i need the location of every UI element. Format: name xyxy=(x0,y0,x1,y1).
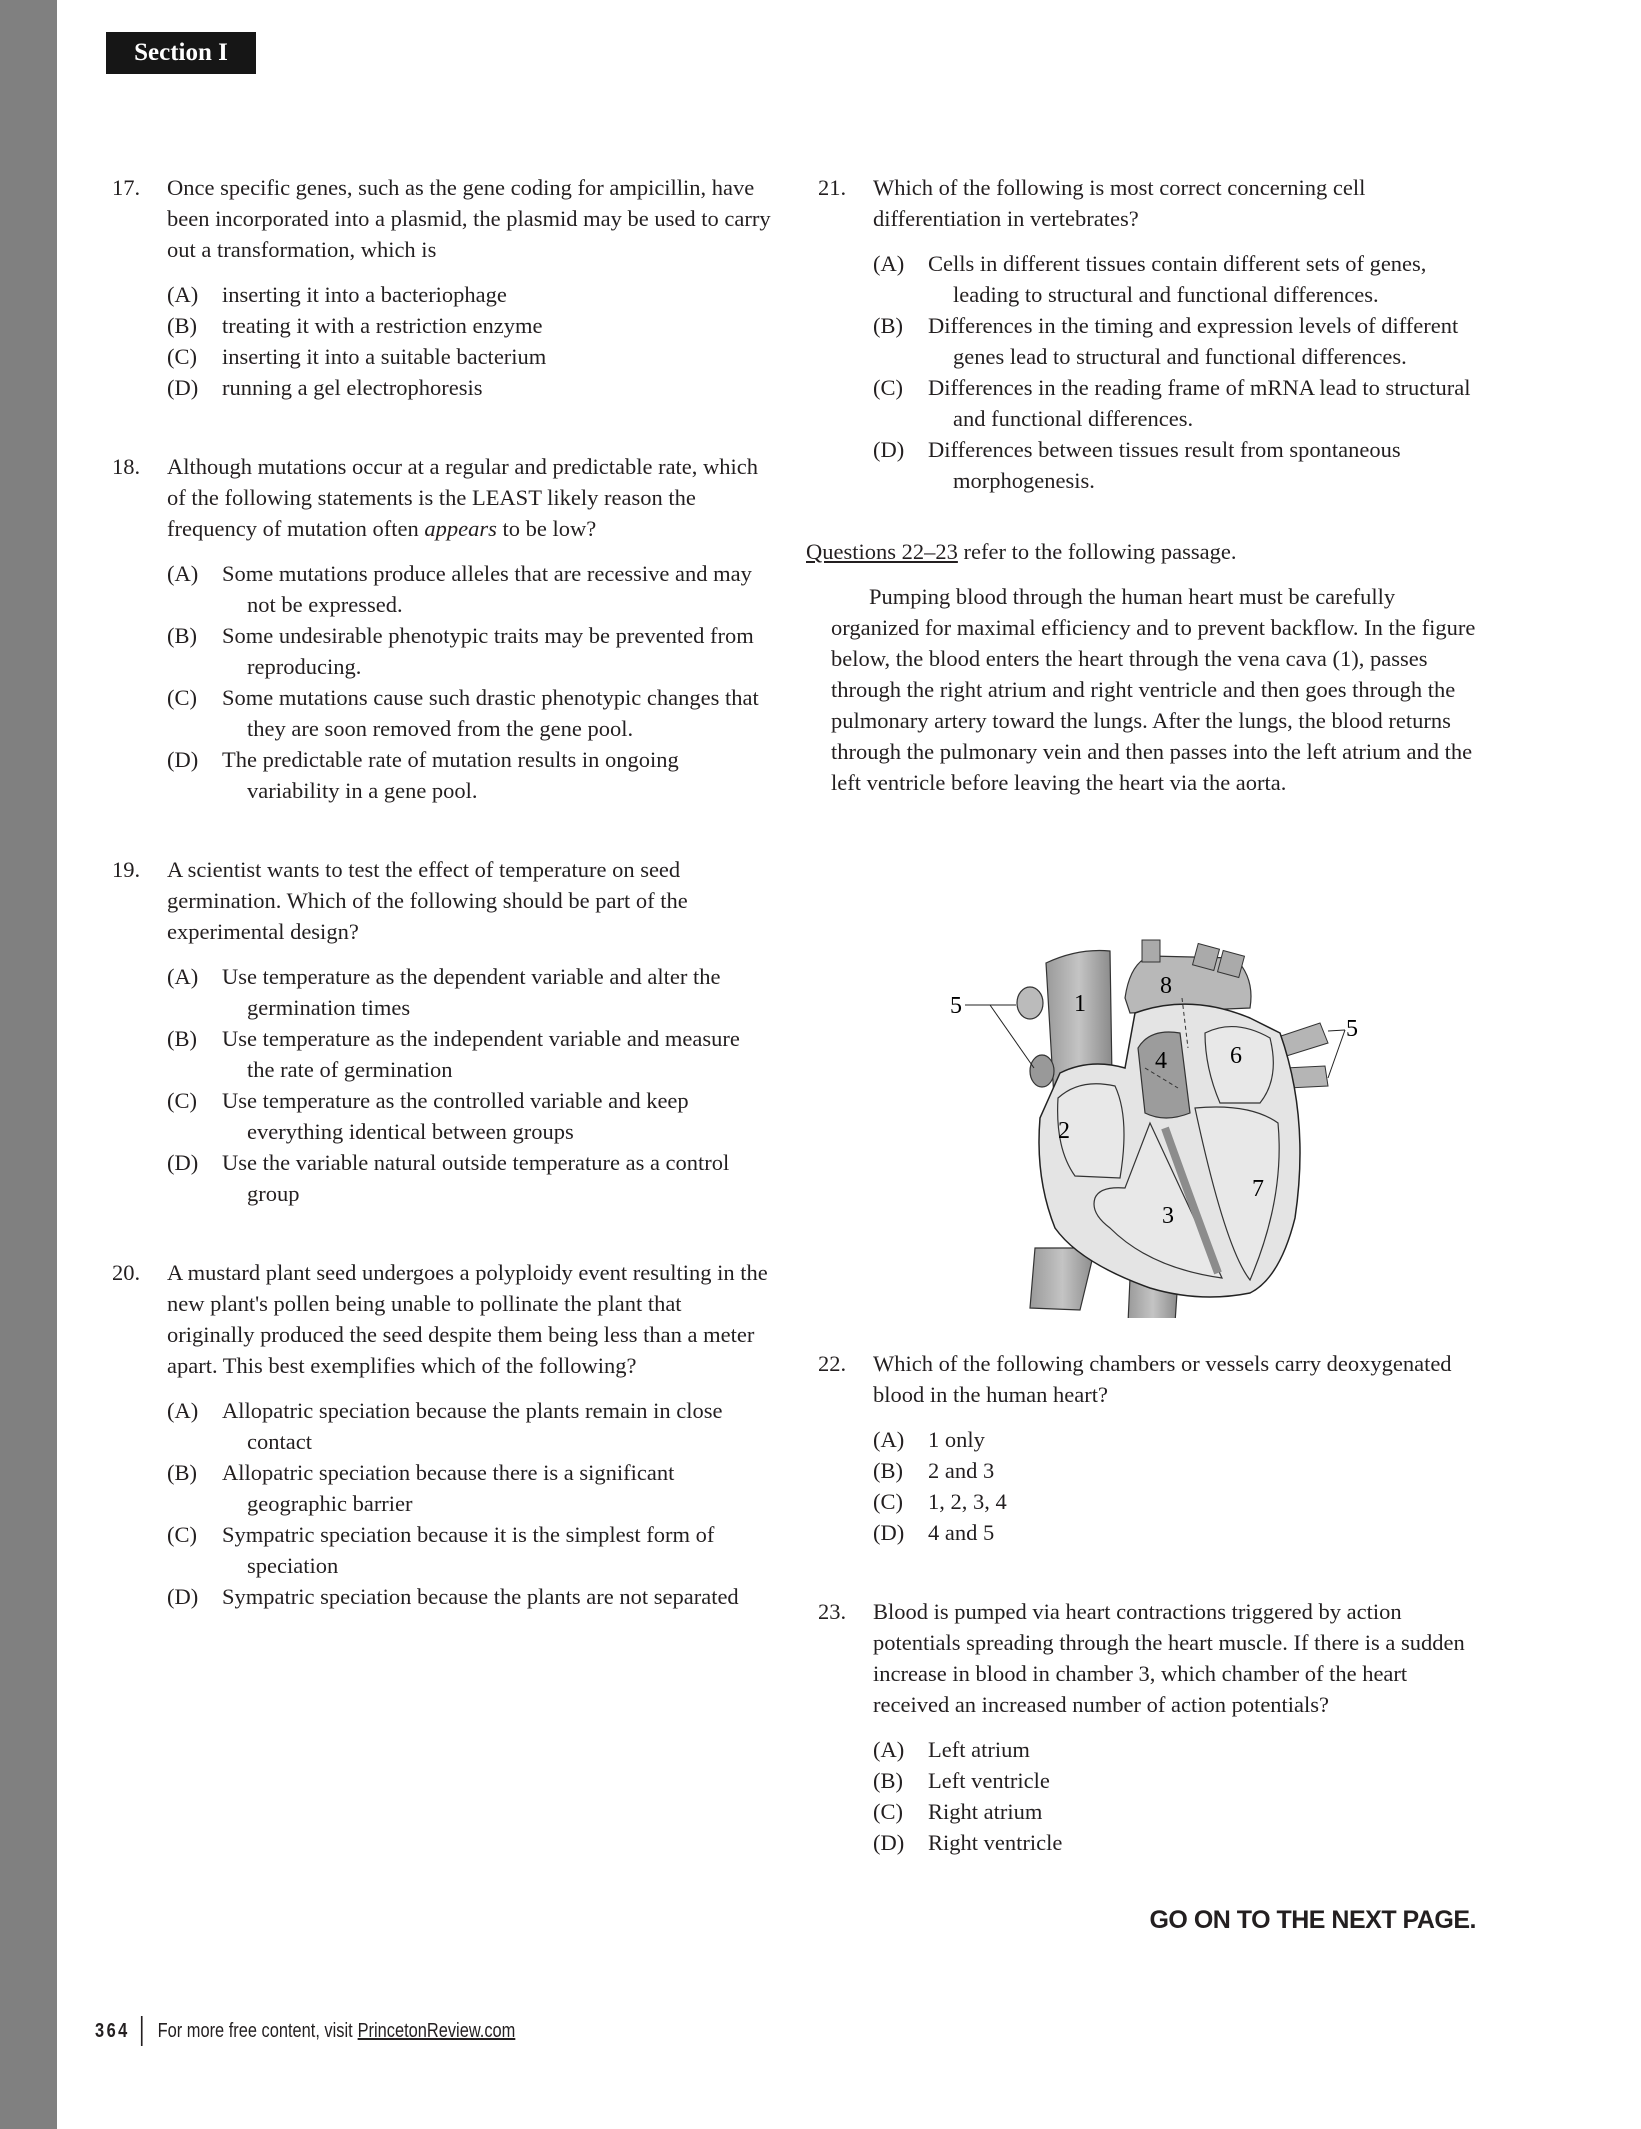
answer-choice-a[interactable] xyxy=(167,279,772,310)
pulmonary-vein xyxy=(1017,987,1043,1019)
heart-diagram xyxy=(950,918,1360,1318)
answer-choice-c[interactable] xyxy=(167,341,772,372)
choice-text: Allopatric speciation because the plants remain in close contact xyxy=(222,1398,723,1454)
label-8: 8 xyxy=(1160,973,1172,999)
passage-question-range: Questions 22–23 xyxy=(806,539,958,564)
choice-label: (D) xyxy=(167,747,199,772)
choice-label: (A) xyxy=(167,561,199,586)
choice-text: 1, 2, 3, 4 xyxy=(928,1489,1007,1514)
choice-text: Right ventricle xyxy=(928,1830,1063,1855)
choice-text: Left ventricle xyxy=(928,1768,1050,1793)
choice-label: (C) xyxy=(873,1489,903,1514)
answer-choices xyxy=(873,1424,1478,1548)
label-2: 2 xyxy=(1058,1118,1070,1144)
answer-choice-a[interactable] xyxy=(167,558,772,620)
choice-label: (C) xyxy=(167,1088,197,1113)
question-18 xyxy=(112,451,772,806)
answer-choice-c[interactable] xyxy=(873,1486,1478,1517)
choice-label: (B) xyxy=(167,313,197,338)
answer-choices xyxy=(167,558,772,806)
answer-choice-c[interactable] xyxy=(167,1519,772,1581)
choice-label: (B) xyxy=(873,1768,903,1793)
choice-text: 1 only xyxy=(928,1427,985,1452)
answer-choice-d[interactable] xyxy=(873,434,1478,496)
choice-text: Differences between tissues result from spontaneous morphogenesis. xyxy=(928,437,1401,493)
choice-label: (B) xyxy=(873,1458,903,1483)
question-stem: A mustard plant seed undergoes a polyploidy event resulting in the new plant's pollen being unable to pollinate the plant that originally produced the seed despite them being less than a meter apart. This best exemplifies which of the following? xyxy=(167,1260,768,1378)
left-column xyxy=(112,172,772,1612)
choice-text: Use temperature as the dependent variable and alter the germination times xyxy=(222,964,721,1020)
section-label: Section I xyxy=(106,32,256,74)
question-stem: A scientist wants to test the effect of temperature on seed germination. Which of the following should be part of the experimental design? xyxy=(167,857,688,944)
answer-choice-a[interactable] xyxy=(167,1395,772,1457)
choice-text: inserting it into a bacteriophage xyxy=(222,282,507,307)
page-footer xyxy=(95,2016,515,2046)
leader-line xyxy=(1328,1030,1345,1031)
question-number: 22. xyxy=(818,1351,847,1376)
answer-choice-b[interactable] xyxy=(873,1765,1478,1796)
passage-heading xyxy=(806,536,1478,567)
choice-label: (A) xyxy=(873,1737,905,1762)
choice-label: (A) xyxy=(167,964,199,989)
answer-choice-d[interactable] xyxy=(873,1827,1478,1858)
question-stem xyxy=(167,451,772,544)
right-column-lower xyxy=(818,1348,1478,1858)
question-stem: Once specific genes, such as the gene coding for ampicillin, have been incorporated into a plasmid, the plasmid may be used to carry out a transformation, which is xyxy=(167,175,771,262)
stem-text: Although mutations occur at a regular and predictable rate, which of the following statements is the LEAST likely reason the frequency of mutation often xyxy=(167,454,759,541)
label-3: 3 xyxy=(1162,1203,1174,1229)
answer-choice-c[interactable] xyxy=(167,682,772,744)
right-column xyxy=(806,172,1478,798)
go-on-next-page: GO ON TO THE NEXT PAGE. xyxy=(1149,1906,1476,1934)
choice-text: Some undesirable phenotypic traits may be prevented from reproducing. xyxy=(222,623,754,679)
label-1: 1 xyxy=(1074,991,1086,1017)
label-4: 4 xyxy=(1155,1048,1167,1074)
question-stem: Which of the following chambers or vessels carry deoxygenated blood in the human heart? xyxy=(873,1351,1452,1407)
choice-text: running a gel electrophoresis xyxy=(222,375,483,400)
princeton-review-link[interactable]: PrincetonReview.com xyxy=(357,2019,516,2042)
choice-label: (A) xyxy=(167,282,199,307)
passage-body: Pumping blood through the human heart must be carefully organized for maximal efficiency and to prevent backflow. In the figure below, the blood enters the heart through the vena cava (1), passes through the right atrium and right ventricle and then goes through the pulmonary artery toward the lungs. After the lungs, the blood returns through the pulmonary vein and then passes into the left atrium and the left ventricle before leaving the heart via the aorta. xyxy=(831,584,1476,795)
choice-label: (B) xyxy=(167,1026,197,1051)
answer-choice-b[interactable] xyxy=(167,1023,772,1085)
choice-text: Use the variable natural outside temperature as a control group xyxy=(222,1150,730,1206)
question-number: 23. xyxy=(818,1599,847,1624)
answer-choice-d[interactable] xyxy=(167,1147,772,1209)
label-5-right: 5 xyxy=(1346,1016,1358,1042)
choice-text: Use temperature as the controlled variable and keep everything identical between groups xyxy=(222,1088,689,1144)
choice-label: (D) xyxy=(873,1520,905,1545)
footer-divider xyxy=(141,2016,143,2046)
choice-label: (A) xyxy=(167,1398,199,1423)
answer-choice-a[interactable] xyxy=(167,961,772,1023)
question-stem: Which of the following is most correct concerning cell differentiation in vertebrates? xyxy=(873,175,1366,231)
answer-choices xyxy=(167,961,772,1209)
choice-text: inserting it into a suitable bacterium xyxy=(222,344,547,369)
choice-label: (B) xyxy=(167,623,197,648)
choice-text: Differences in the timing and expression levels of different genes lead to structural and functional differences. xyxy=(928,313,1459,369)
answer-choice-c[interactable] xyxy=(873,1796,1478,1827)
choice-text: Differences in the reading frame of mRNA lead to structural and functional differences. xyxy=(928,375,1471,431)
choice-label: (C) xyxy=(873,375,903,400)
answer-choice-d[interactable] xyxy=(167,744,772,806)
answer-choice-b[interactable] xyxy=(167,620,772,682)
question-21 xyxy=(818,172,1478,496)
choice-label: (D) xyxy=(873,1830,905,1855)
choice-label: (C) xyxy=(167,685,197,710)
answer-choice-a[interactable] xyxy=(873,1734,1478,1765)
passage-block xyxy=(806,536,1478,798)
question-22 xyxy=(818,1348,1478,1548)
answer-choice-d[interactable] xyxy=(167,372,772,403)
leader-line xyxy=(1328,1030,1345,1078)
choice-label: (D) xyxy=(167,1584,199,1609)
choice-text: The predictable rate of mutation results in ongoing variability in a gene pool. xyxy=(222,747,679,803)
question-19 xyxy=(112,854,772,1209)
choice-text: Cells in different tissues contain different sets of genes, leading to structural and functional differences. xyxy=(928,251,1427,307)
choice-label: (B) xyxy=(167,1460,197,1485)
question-20 xyxy=(112,1257,772,1612)
choice-text: Left atrium xyxy=(928,1737,1030,1762)
answer-choice-c[interactable] xyxy=(873,372,1478,434)
choice-text: Allopatric speciation because there is a significant geographic barrier xyxy=(222,1460,675,1516)
question-number: 20. xyxy=(112,1260,141,1285)
choice-label: (B) xyxy=(873,313,903,338)
answer-choice-b[interactable] xyxy=(873,1455,1478,1486)
choice-text: 4 and 5 xyxy=(928,1520,995,1545)
label-7: 7 xyxy=(1252,1176,1264,1202)
answer-choice-b[interactable] xyxy=(873,310,1478,372)
choice-label: (C) xyxy=(167,344,197,369)
passage-heading-text: refer to the following passage. xyxy=(957,539,1237,564)
choice-text: Right atrium xyxy=(928,1799,1043,1824)
question-17 xyxy=(112,172,772,403)
choice-label: (D) xyxy=(873,437,905,462)
choice-label: (C) xyxy=(167,1522,197,1547)
choice-label: (D) xyxy=(167,375,199,400)
question-number: 19. xyxy=(112,857,141,882)
choice-text: Sympatric speciation because the plants are not separated xyxy=(222,1584,739,1609)
page-edge-strip xyxy=(0,0,57,2129)
choice-label: (C) xyxy=(873,1799,903,1824)
choice-text: Sympatric speciation because it is the simplest form of speciation xyxy=(222,1522,715,1578)
question-number: 17. xyxy=(112,175,141,200)
stem-text: to be low? xyxy=(496,516,597,541)
question-number: 21. xyxy=(818,175,847,200)
footer-text: For more free content, visit xyxy=(157,2019,353,2042)
choice-label: (A) xyxy=(873,251,905,276)
answer-choice-b[interactable] xyxy=(167,1457,772,1519)
choice-label: (D) xyxy=(167,1150,199,1175)
answer-choice-a[interactable] xyxy=(873,248,1478,310)
answer-choice-a[interactable] xyxy=(873,1424,1478,1455)
answer-choices xyxy=(873,248,1478,496)
answer-choice-c[interactable] xyxy=(167,1085,772,1147)
label-5-left: 5 xyxy=(950,993,962,1019)
question-23 xyxy=(818,1596,1478,1858)
answer-choice-d[interactable] xyxy=(167,1581,772,1612)
choice-text: Some mutations cause such drastic phenotypic changes that they are soon removed from the gene pool. xyxy=(222,685,759,741)
question-stem: Blood is pumped via heart contractions triggered by action potentials spreading through the heart muscle. If there is a sudden increase in blood in chamber 3, which chamber of the heart received an increased number of action potentials? xyxy=(873,1599,1465,1717)
answer-choice-b[interactable] xyxy=(167,310,772,341)
choice-text: treating it with a restriction enzyme xyxy=(222,313,543,338)
question-number: 18. xyxy=(112,454,141,479)
page-number: 364 xyxy=(95,2019,130,2042)
choice-text: Some mutations produce alleles that are recessive and may not be expressed. xyxy=(222,561,752,617)
answer-choices xyxy=(167,279,772,403)
choice-text: Use temperature as the independent variable and measure the rate of germination xyxy=(222,1026,740,1082)
stem-emphasis: appears xyxy=(424,516,497,541)
aortic-branch xyxy=(1142,940,1160,962)
answer-choice-d[interactable] xyxy=(873,1517,1478,1548)
choice-label: (A) xyxy=(873,1427,905,1452)
answer-choices xyxy=(167,1395,772,1612)
choice-text: 2 and 3 xyxy=(928,1458,995,1483)
label-6: 6 xyxy=(1230,1043,1242,1069)
pulmonary-vein xyxy=(1030,1055,1054,1087)
answer-choices xyxy=(873,1734,1478,1858)
